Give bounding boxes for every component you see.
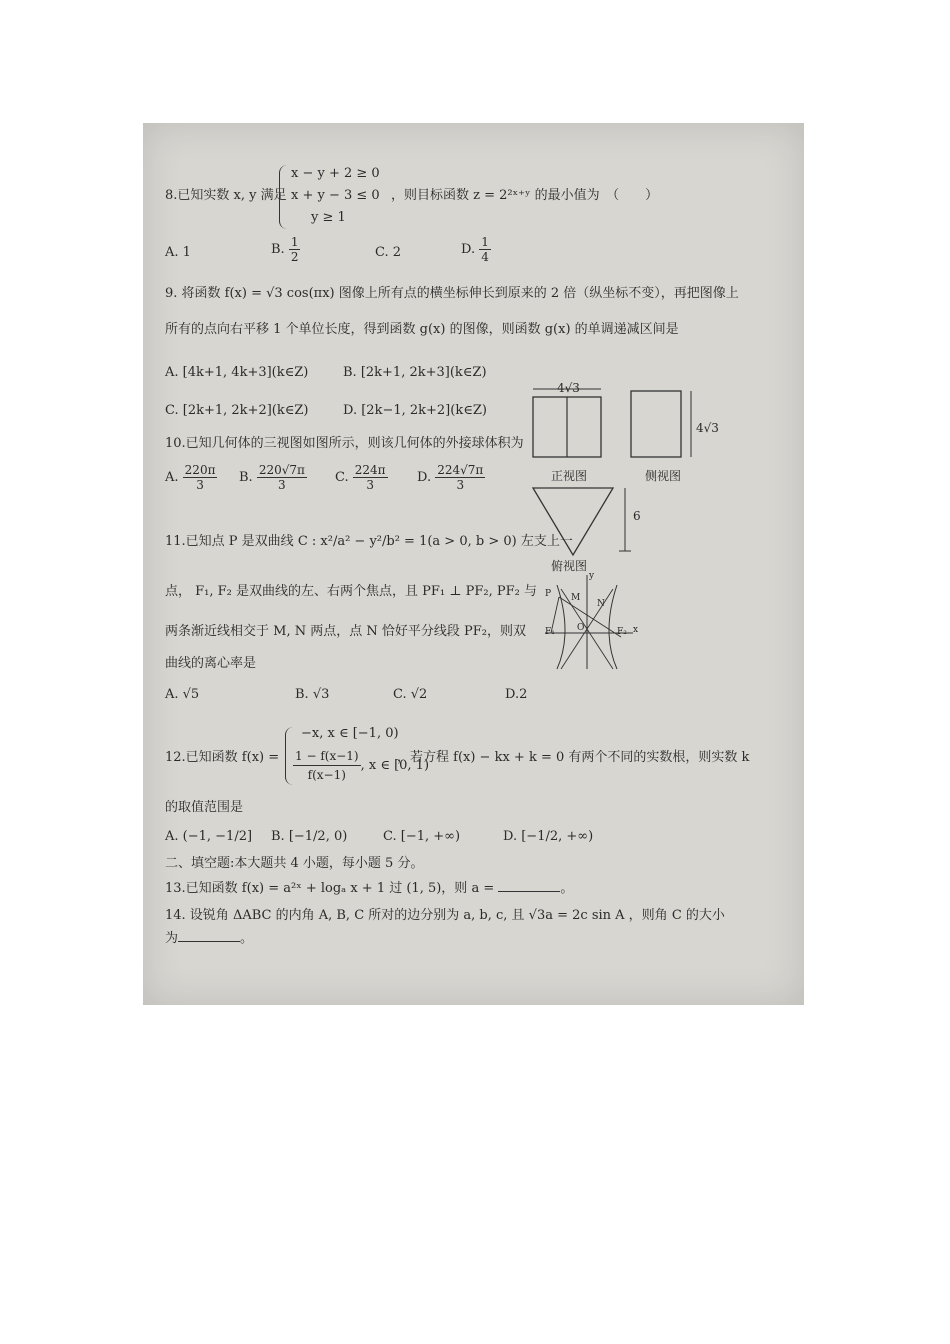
hyperbola-f2-label: F₂ [617,627,627,637]
q12-piece-2: $\frac{1 - f(x-1)}{f(x-1)}$ , x ∈ [0, 1) [295,749,430,782]
hyperbola-n-label: N [597,599,605,609]
q12-tail: ，若方程 f(x) − kx + k = 0 有两个不同的实数根，则实数 k [397,750,750,765]
q11-option-b: B. √3 [295,687,330,702]
q11-line-2: 点， F₁, F₂ 是双曲线的左、右两个焦点，且 PF₁ ⊥ PF₂, PF₂ 与 [165,584,537,599]
q8-option-a: A. 1 [165,245,191,260]
q8-option-c: C. 2 [375,245,402,260]
hyperbola-y-label: y [589,571,595,581]
q10-option-b: B. $\frac{220√7\pi}{3}$ [239,463,305,492]
q10-option-c: C. $\frac{224\pi}{3}$ [335,463,386,492]
q10-option-a: A. $\frac{220\pi}{3}$ [165,463,216,492]
front-view-width-label: 4√3 [557,381,580,395]
q12-piece-1: −x, x ∈ [−1, 0) [301,726,399,741]
side-view-height-label: 4√3 [696,421,719,435]
q11-option-d: D.2 [505,687,528,702]
q9-option-b: B. [2k+1, 2k+3](k∈Z) [343,365,487,380]
q9-line-2: 所有的点向右平移 1 个单位长度，得到函数 g(x) 的图像，则函数 g(x) 的单调递减区间是 [165,322,679,337]
q13-answer-blank [498,879,560,892]
top-view-caption: 俯视图 [551,559,588,573]
hyperbola-f1-label: F₁ [545,627,555,637]
q8-tail: ，则目标函数 z = 2²ˣ⁺ʸ 的最小值为 （ ） [391,188,659,203]
q14-line-2: 为 。 [165,931,254,946]
q12-option-d: D. [−1/2, +∞) [503,829,594,844]
q12-option-c: C. [−1, +∞) [383,829,461,844]
q9-option-d: D. [2k−1, 2k+2](k∈Z) [343,403,487,418]
hyperbola-x-label: x [633,625,639,635]
hyperbola-o-label: O [577,623,585,633]
q8-option-d: D. $\frac{1}{4}$ [461,235,489,264]
q10-stem: 10.已知几何体的三视图如图所示，则该几何体的外接球体积为 [165,436,524,451]
q11-line-1: 11.已知点 P 是双曲线 C : x²/a² − y²/b² = 1(a > 0, b > 0) 左支上一 [165,534,573,549]
side-view-caption: 侧视图 [645,469,682,483]
q13-line: 13.已知函数 f(x) = a²ˣ + logₐ x + 1 过 (1, 5)，则 a = 。 [165,881,574,896]
q9-option-c: C. [2k+1, 2k+2](k∈Z) [165,403,309,418]
q8-constraint-2: x + y − 3 ≤ 0 [291,188,380,203]
hyperbola-p-label: P [545,589,552,599]
front-view-caption: 正视图 [551,469,588,483]
q12-stem: 12.已知函数 f(x) = [165,750,280,765]
q8-system-brace [279,165,290,229]
hyperbola-figure [541,571,637,671]
q12-line-2: 的取值范围是 [165,800,244,815]
q8-option-b: B. $\frac{1}{2}$ [271,235,299,264]
q9-line-1: 9. 将函数 f(x) = √3 cos(πx) 图像上所有点的横坐标伸长到原来的 2 倍（纵坐标不变），再把图像上 [165,286,739,301]
q8-constraint-3: y ≥ 1 [311,210,346,225]
q12-option-a: A. (−1, −1/2] [165,829,253,844]
q14-answer-blank [178,929,240,942]
hyperbola-m-label: M [571,593,581,603]
top-view-height-label: 6 [633,509,641,523]
q8-constraint-1: x − y + 2 ≥ 0 [291,166,380,181]
q9-option-a: A. [4k+1, 4k+3](k∈Z) [165,365,309,380]
q11-line-3: 两条渐近线相交于 M, N 两点，点 N 恰好平分线段 PF₂，则双 [165,624,526,639]
q8-stem: 8.已知实数 x, y 满足 [165,188,287,203]
exam-sheet-photo [143,123,804,1005]
q11-line-4: 曲线的离心率是 [165,656,257,671]
q12-option-b: B. [−1/2, 0) [271,829,348,844]
q11-option-a: A. √5 [165,687,200,702]
section-2-heading: 二、填空题:本大题共 4 小题，每小题 5 分。 [165,856,424,871]
q14-line-1: 14. 设锐角 ΔABC 的内角 A, B, C 所对的边分别为 a, b, c, 且 √3a = 2c sin A ，则角 C 的大小 [165,908,725,923]
q11-option-c: C. √2 [393,687,428,702]
q10-option-d: D. $\frac{224√7\pi}{3}$ [417,463,484,492]
